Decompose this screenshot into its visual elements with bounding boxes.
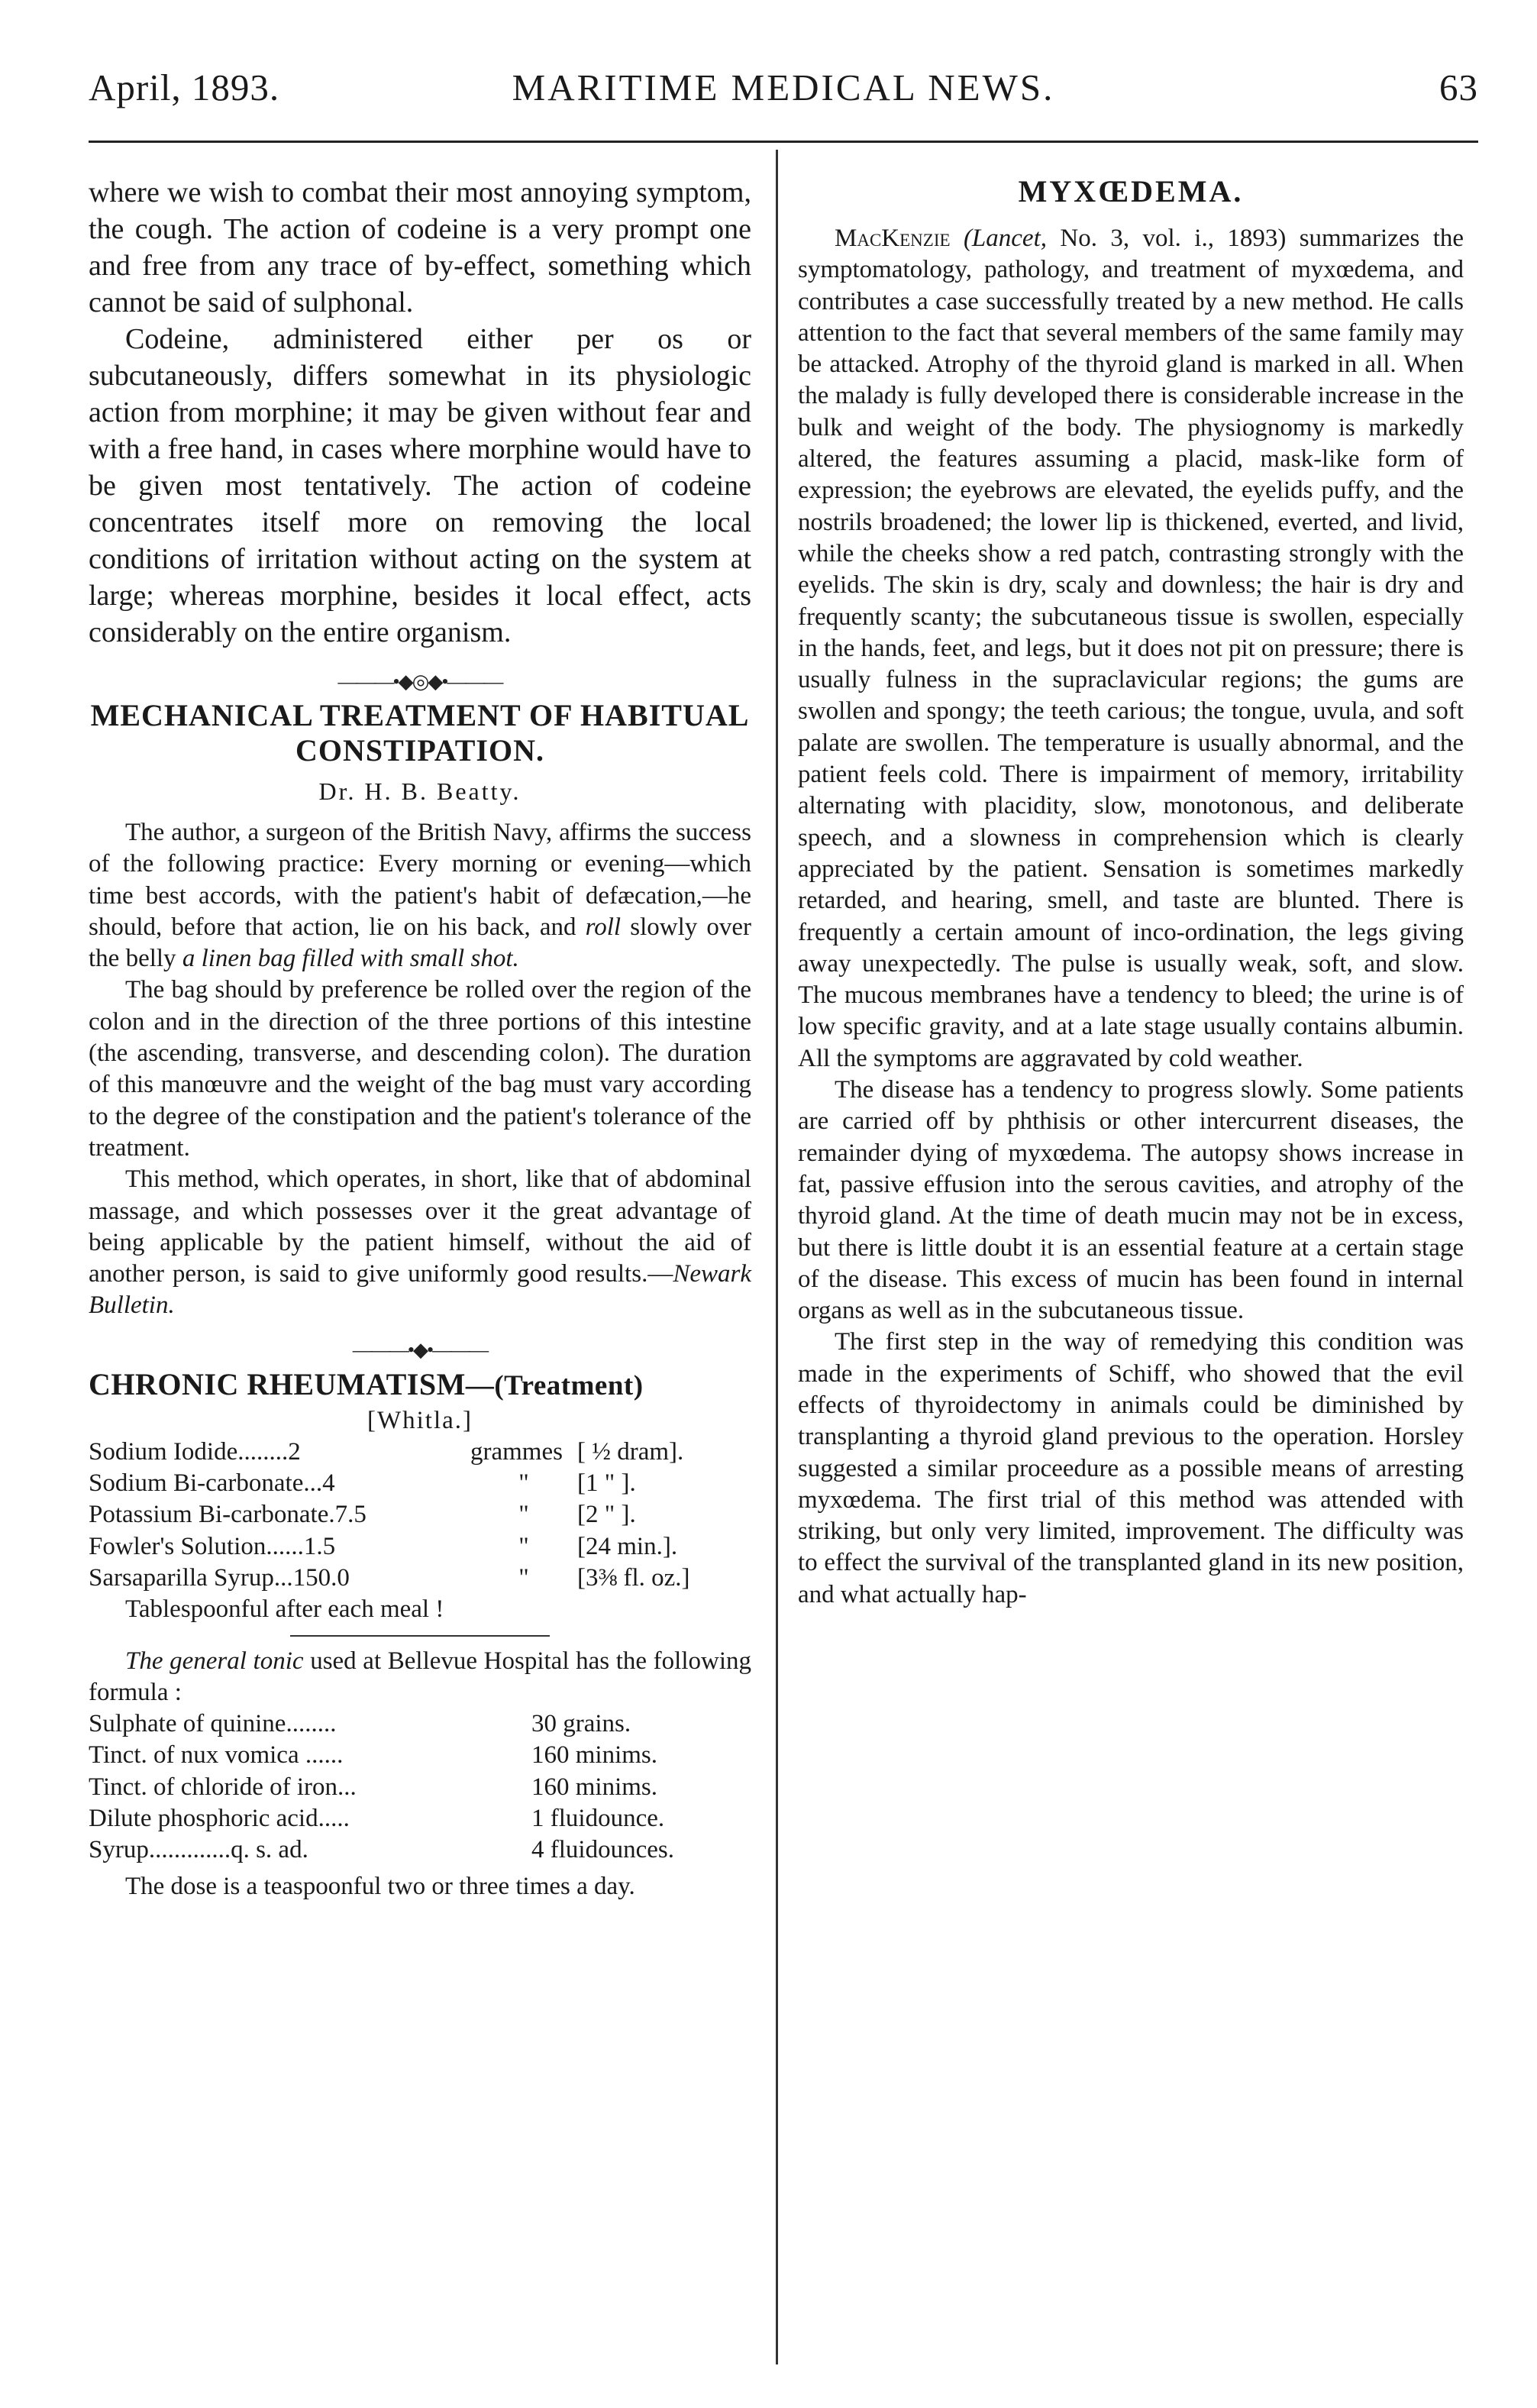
rx-equiv: [ ½ dram].: [577, 1437, 684, 1466]
prescription-list: [89, 1437, 751, 1626]
rx-equiv: [2 " ].: [577, 1501, 636, 1529]
prescription-row: [89, 1468, 751, 1499]
rx-name: Fowler's Solution......1.5: [89, 1532, 336, 1560]
constipation-p1-mid: slowly over the belly: [89, 913, 751, 973]
constipation-paragraph-2: The bag should by preference be rolled over the region of the colon and in the direction of the three portions of this intestine (the ascending, transverse, and descending colon). The duration of this manœuvre and the weight of the bag must vary according to the degree of the constipation and the patient's tolerance of the treatment.: [89, 976, 751, 1162]
section-divider-ornament-2: ———•◆•———: [352, 1338, 488, 1361]
tonic-intro: [89, 1646, 751, 1709]
codeine-paragraph-2: Codeine, administered either per os or subcutaneously, differs somewhat in its physiologic action from morphine; it may be given without fear and with a free hand, in cases where morphine would have to be given most tentatively. The action of codeine concentrates itself more on removing the local conditions of irritation without acting on the system at large; whereas morphine, besides it local effect, acts considerably on the entire organism.: [89, 323, 751, 648]
formula-qty: 30 grains.: [531, 1710, 631, 1738]
formula-row: [89, 1803, 751, 1834]
running-header: [89, 66, 1478, 119]
tonic-intro-italic: The general tonic: [125, 1647, 304, 1675]
formula-qty: 160 minims.: [531, 1773, 658, 1801]
formula-row: [89, 1772, 751, 1803]
rx-name: Potassium Bi-carbonate.7.5: [89, 1501, 366, 1529]
rheumatism-author: [Whitla.]: [366, 1406, 473, 1434]
rheumatism-title-suffix: —(Treatment): [465, 1369, 644, 1401]
rx-name: Sodium Bi-carbonate...4: [89, 1469, 335, 1498]
formula-qty: 160 minims.: [531, 1741, 658, 1770]
rx-unit: grammes: [470, 1437, 563, 1466]
rheumatism-title-main: CHRONIC RHEUMATISM: [89, 1366, 466, 1401]
short-rule: [290, 1635, 550, 1637]
dose-instruction: The dose is a teaspoonful two or three times a day.: [125, 1872, 635, 1900]
myxoedema-paragraph-2: The disease has a tendency to progress slowly. Some patients are carried off by phthisis or other intercurrent diseases, the remainder dying of myxœdema. The autopsy shows increase in fat, passive effusion into the serous cavities, and atrophy of the thyroid gland. At the time of death mucin may not be in excess, but there is little doubt it is an essential feature at a certain stage of the disease. This excess of mucin has been found in internal organs as well as in the subcutaneous tissue.: [798, 1076, 1464, 1325]
prescription-row: [89, 1499, 751, 1530]
column-rule: [776, 150, 778, 2364]
left-column: [89, 174, 751, 1902]
constipation-p1-italic: a linen bag filled with small shot.: [182, 945, 519, 973]
formula-row: [89, 1834, 751, 1866]
header-rule: [89, 141, 1478, 143]
tonic-intro-text: used at Bellevue Hospital has the following formula :: [89, 1647, 751, 1706]
constipation-article-title: MECHANICAL TREATMENT OF HABITUAL CONSTIPATION.: [90, 698, 750, 768]
right-column: [798, 174, 1464, 1611]
constipation-article-author: Dr. H. B. Beatty.: [318, 777, 521, 805]
constipation-source: Newark Bulletin.: [89, 1260, 751, 1320]
rx-name: Sarsaparilla Syrup...150.0: [89, 1563, 350, 1592]
myxoedema-citation: (Lancet,: [963, 225, 1047, 252]
constipation-p3-text: This method, which operates, in short, like that of abdominal massage, and which possesses over it the great advantage of being applicable by the patient himself, without the aid of another person, is said to give uniformly good results.—: [89, 1165, 751, 1288]
rheumatism-article-title: [89, 1366, 751, 1404]
formula-name: Dilute phosphoric acid.....: [89, 1805, 350, 1833]
formula-name: Tinct. of chloride of iron...: [89, 1773, 357, 1801]
rx-unit: ": [518, 1532, 529, 1560]
myxoedema-author: MacKenzie: [835, 225, 951, 252]
rx-unit: ": [518, 1501, 529, 1529]
myxoedema-title: MYXŒDEMA.: [1018, 174, 1244, 208]
tonic-formula: [89, 1708, 751, 1866]
issue-date: April, 1893.: [89, 66, 280, 108]
myxoedema-paragraph-1: [798, 223, 1464, 1075]
formula-qty: 4 fluidounces.: [531, 1836, 674, 1864]
formula-name: Tinct. of nux vomica ......: [89, 1741, 344, 1770]
formula-name: Sulphate of quinine........: [89, 1710, 337, 1738]
formula-qty: 1 fluidounce.: [531, 1805, 665, 1833]
constipation-p1-text: The author, a surgeon of the British Navy, affirms the success of the following practice: Every morning or evening—which time best accords, with the patient's habit of defæcation,—he should, before that action, lie on his back, and: [89, 819, 751, 941]
myxoedema-paragraph-3: The first step in the way of remedying this condition was made in the experiments of Schiff, who showed that the evil effects of thyroidectomy in animals could be diminished by transplanting a thyroid gland previous to the operation. Horsley suggested a similar proceedure as a possible means of arresting myxœdema. The first trial of this method was attended with striking, but only very limited, improvement. The difficulty was to effect the survival of the transplanted gland in its new position, and what actually hap-: [798, 1328, 1464, 1608]
formula-row: [89, 1740, 751, 1771]
codeine-paragraph-1: where we wish to combat their most annoying symptom, the cough. The action of codeine is a very prompt one and free from any trace of by-effect, something which cannot be said of sulphonal.: [89, 176, 751, 318]
constipation-paragraph-3: [89, 1164, 751, 1321]
rx-name: Sodium Iodide........2: [89, 1437, 301, 1466]
constipation-p1-roll: roll: [585, 913, 622, 941]
rx-equiv: [24 min.].: [577, 1532, 678, 1560]
formula-row: [89, 1708, 751, 1740]
rx-unit: ": [518, 1563, 529, 1592]
prescription-row: [89, 1531, 751, 1563]
myxoedema-citation-detail: No. 3, vol. i., 1893): [1060, 225, 1287, 252]
prescription-row: [89, 1563, 751, 1594]
myxoedema-p1-text: summarizes the symptomatology, pathology, and treatment of myxœdema, and contributes a case successfully treated by a new method. He calls attention to the fact that several members of the same family may be attacked. Atrophy of the thyroid gland is marked in all. When the malady is fully developed there is considerable increase in the bulk and weight of the body. The physiognomy is markedly altered, the features assuming a placid, mask-like form of expression; the eyebrows are elevated, the eyelids puffy, and the nostrils broadened; the lower lip is thickened, everted, and livid, while the cheeks show a red patch, contrasting strongly with the eyelids. The skin is dry, scaly and downless; the hair is dry and frequently scanty; the subcutaneous tissue is swollen, especially in the hands, feet, and legs, but it does not pit on pressure; there is usually fulness in the supraclavicular regions; the gums are swollen and spongy; the teeth carious; the tongue, uvula, and soft palate are swollen. The temperature is usually abnormal, and the patient feels cold. There is impairment of memory, irritability alternating with placidity, slow, monotonous, and deliberate speech, and a slowness in comprehension which is clearly appreciated by the patient. Sensation is sometimes markedly retarded, and hearing, smell, and taste are blunted. There is frequently a certain amount of inco-ordination, the legs giving away unexpectedly. The pulse is usually weak, soft, and slow. The mucous membranes have a tendency to bleed; the urine is of low specific gravity, and at a late stage usually contains albumin. All the symptoms are aggravated by cold weather.: [798, 225, 1464, 1072]
prescription-row: [89, 1437, 751, 1468]
rx-equiv: [3⅜ fl. oz.]: [577, 1563, 690, 1592]
rx-equiv: [1 " ].: [577, 1469, 636, 1498]
constipation-paragraph-1: [89, 817, 751, 975]
formula-name: Syrup.............q. s. ad.: [89, 1836, 308, 1864]
page-number: 63: [1439, 66, 1478, 108]
journal-title: MARITIME MEDICAL NEWS.: [512, 66, 1055, 108]
rx-unit: ": [518, 1469, 529, 1498]
section-divider-ornament: ———•◆◎◆•———: [337, 671, 502, 693]
prescription-instruction: Tablespoonful after each meal !: [125, 1595, 444, 1624]
